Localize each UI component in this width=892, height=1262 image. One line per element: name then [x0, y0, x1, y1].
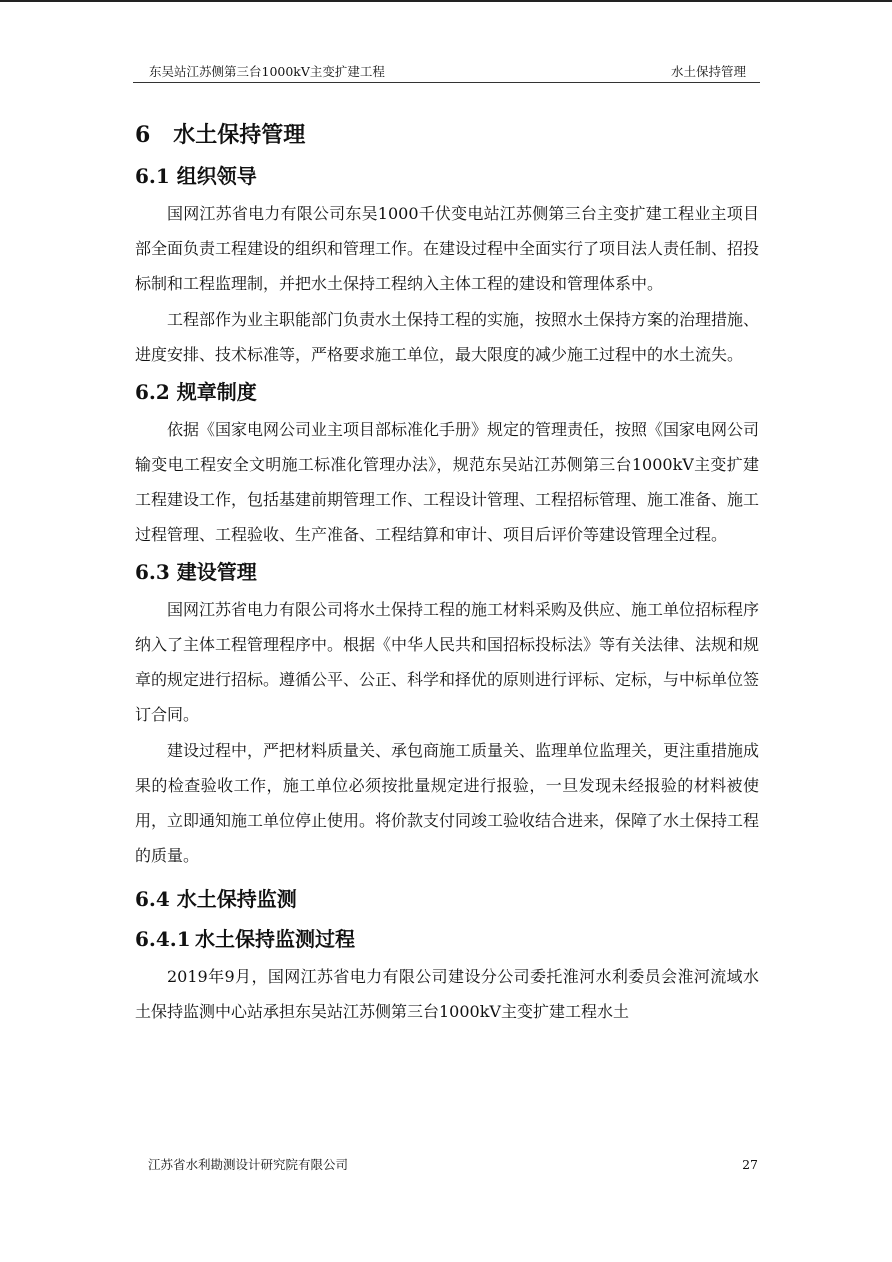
header-document-title: 东吴站江苏侧第三台1000kV主变扩建工程 — [149, 64, 385, 79]
subsection-heading-6-4-1 — [135, 919, 759, 959]
chapter-title: 水土保持管理 — [173, 122, 306, 148]
section-6-3-paragraph-2: 建设过程中，严把材料质量关、承包商施工质量关、监理单位监理关，更注重措施成果的检查验收工作，施工单位必须按批量规定进行报验，一旦发现未经报验的材料被使用，立即通知施工单位停止使用。将价款支付同竣工验收结合进来，保障了水土保持工程的质量。 — [135, 741, 760, 865]
section-6-1-paragraph-1: 国网江苏省电力有限公司东吴1000千伏变电站江苏侧第三台主变扩建工程业主项目部全面负责工程建设的组织和管理工作。在建设过程中全面实行了项目法人责任制、招投标制和工程监理制，并把水土保持工程纳入主体工程的建设和管理体系中。 — [135, 204, 760, 293]
section-heading-6-2: 6.2 规章制度 — [135, 380, 257, 404]
section-6-1-paragraph-2: 工程部作为业主职能部门负责水土保持工程的实施，按照水土保持方案的治理措施、进度安排、技术标准等，严格要求施工单位，最大限度的减少施工过程中的水土流失。 — [135, 310, 760, 364]
chapter-heading — [135, 114, 759, 156]
section-6-4-1-paragraph-1: 2019年9月，国网江苏省电力有限公司建设分公司委托淮河水利委员会淮河流域水土保持监测中心站承担东吴站江苏侧第三台1000kV主变扩建工程水土 — [135, 967, 759, 1021]
section-6-2-paragraph-1: 依据《国家电网公司业主项目部标准化手册》规定的管理责任，按照《国家电网公司输变电工程安全文明施工标准化管理办法》，规范东吴站江苏侧第三台1000kV主变扩建工程建设工作，包括基建前期管理工作、工程设计管理、工程招标管理、施工准备、施工过程管理、工程验收、生产准备、工程结算和审计、项目后评价等建设管理全过程。 — [135, 420, 760, 544]
subsection-title: 水土保持监测过程 — [195, 927, 355, 951]
section-6-3-paragraph-1: 国网江苏省电力有限公司将水土保持工程的施工材料采购及供应、施工单位招标程序纳入了主体工程管理程序中。根据《中华人民共和国招标投标法》等有关法律、法规和规章的规定进行招标。遵循公平、公正、科学和择优的原则进行评标、定标，与中标单位签订合同。 — [135, 600, 760, 724]
header-chapter-title: 水土保持管理 — [670, 64, 746, 79]
subsection-number: 6.4.1 — [135, 927, 191, 951]
page-body — [135, 114, 759, 1029]
chapter-number: 6 — [135, 122, 151, 148]
top-border — [0, 0, 892, 2]
section-heading-6-3: 6.3 建设管理 — [135, 560, 257, 584]
footer-organization: 江苏省水利勘测设计研究院有限公司 — [148, 1157, 349, 1172]
page-header — [133, 62, 760, 83]
section-heading-6-4: 6.4 水土保持监测 — [135, 887, 297, 911]
section-heading-6-1: 6.1 组织领导 — [135, 164, 257, 188]
page-number: 27 — [742, 1157, 758, 1172]
